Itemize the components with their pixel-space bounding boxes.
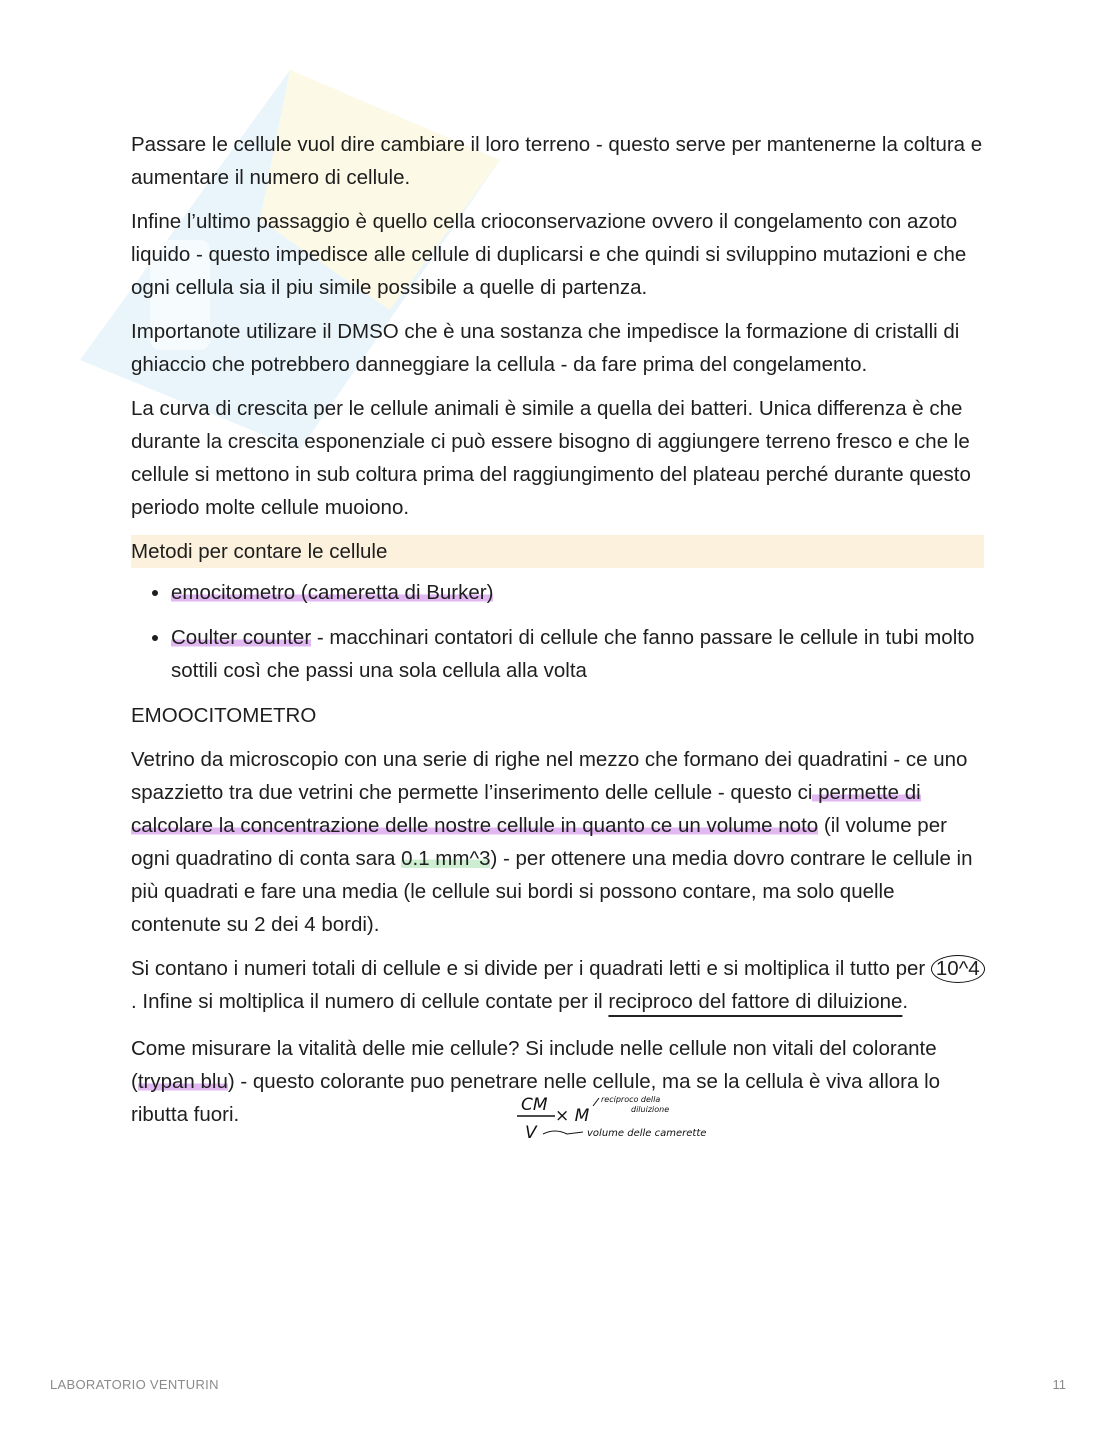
highlight-volume-noto: permette di calcolare la concentrazione delle nostre cellule in quanto ce un volume noto (131, 781, 921, 837)
coulter-description: - macchinari contatori di cellule che fanno passare le cellule in tubi molto sottili così che passi una sola cellula alla volta (171, 626, 975, 682)
document-body (131, 128, 987, 1142)
paragraph-curva-crescita: La curva di crescita per le cellule animali è simile a quella dei batteri. Unica differenza è che durante la crescita esponenziale ci può essere bisogno di aggiungere terreno fresco e che le cellule si mettono in sub coltura prima del raggiungimento del plateau perché durante questo periodo molte cellule muoiono. (131, 397, 971, 519)
page-number: 11 (1052, 1377, 1066, 1392)
underlined-reciproco: reciproco del fattore di diluizione (608, 990, 903, 1013)
vetrino-text-c: (il volume per ogni quadratino di conta sara (131, 814, 947, 870)
highlight-coulter: Coulter counter (171, 626, 312, 649)
section-heading: EMOOCITOMETRO (131, 704, 317, 727)
highlight-volume-value: 0.1 mm^3 (401, 847, 491, 870)
vetrino-text-a: Vetrino da microscopio con una serie di righe nel mezzo che formano dei quadratini - ce uno spazzietto tra due vetrini che permette l’inserimento delle cellule - questo ci (131, 748, 968, 804)
note-volume: volume delle camerette (587, 1128, 707, 1139)
formula-numerator: CM (521, 1095, 548, 1115)
vitalita-text-a: Come misurare la vitalità delle mie cellule? Si include nelle cellule non vitali del colorante ( (131, 1037, 937, 1093)
formula-denominator: V (525, 1123, 537, 1143)
list-item-emocitometro (171, 576, 987, 609)
vetrino-text-e: ) - per ottenere una media dovro contrare le cellule in più quadrati e fare una media (le cellule sui bordi si possono contare, ma solo quelle contenute su 2 dei 4 bordi). (131, 847, 973, 936)
paragraph-vitalita (131, 1032, 987, 1131)
footer-title: LABORATORIO VENTURIN (50, 1377, 219, 1392)
paragraph-vetrino (131, 743, 987, 941)
paragraph-conteggio (131, 952, 987, 1018)
callout-metodi: Metodi per contare le cellule (131, 535, 984, 568)
note-diluizione: diluizione (631, 1105, 670, 1114)
formula-times-m: × M (555, 1106, 590, 1126)
conteggio-text-a: Si contano i numeri totali di cellule e si divide per i quadrati letti e si moltiplica il tutto per (131, 957, 931, 980)
highlight-trypan-blu: trypan blu (137, 1070, 228, 1093)
note-reciproco: reciproco della (601, 1095, 661, 1104)
paragraph-crioconservazione: Infine l’ultimo passaggio è quello cella crioconservazione ovvero il congelamento con azoto liquido - questo impedisce alle cellule di duplicarsi e che quindi si sviluppino mutazioni e che ogni cellula sia il piu simile possibile a quelle di partenza. (131, 210, 967, 299)
list-item-coulter (171, 621, 987, 687)
conteggio-text-e: . (902, 990, 909, 1013)
highlight-emocitometro: emocitometro (cameretta di Burker) (171, 581, 494, 604)
methods-list (131, 576, 987, 687)
paragraph-passaggio: Passare le cellule vuol dire cambiare il loro terreno - questo serve per mantenerne la coltura e aumentare il numero di cellule. (131, 133, 983, 189)
conteggio-text-c: . Infine si moltiplica il numero di cellule contate per il (131, 990, 609, 1013)
paragraph-dmso: Importanote utilizare il DMSO che è una sostanza che impedisce la formazione di cristalli di ghiaccio che potrebbero danneggiare la cellula - da fare prima del congelamento. (131, 320, 960, 376)
vitalita-text-c: ) - questo colorante puo penetrare nelle cellule, ma se la cellula è viva allora lo ributta fuori. (131, 1070, 941, 1126)
circled-factor: 10^4 (931, 955, 985, 983)
